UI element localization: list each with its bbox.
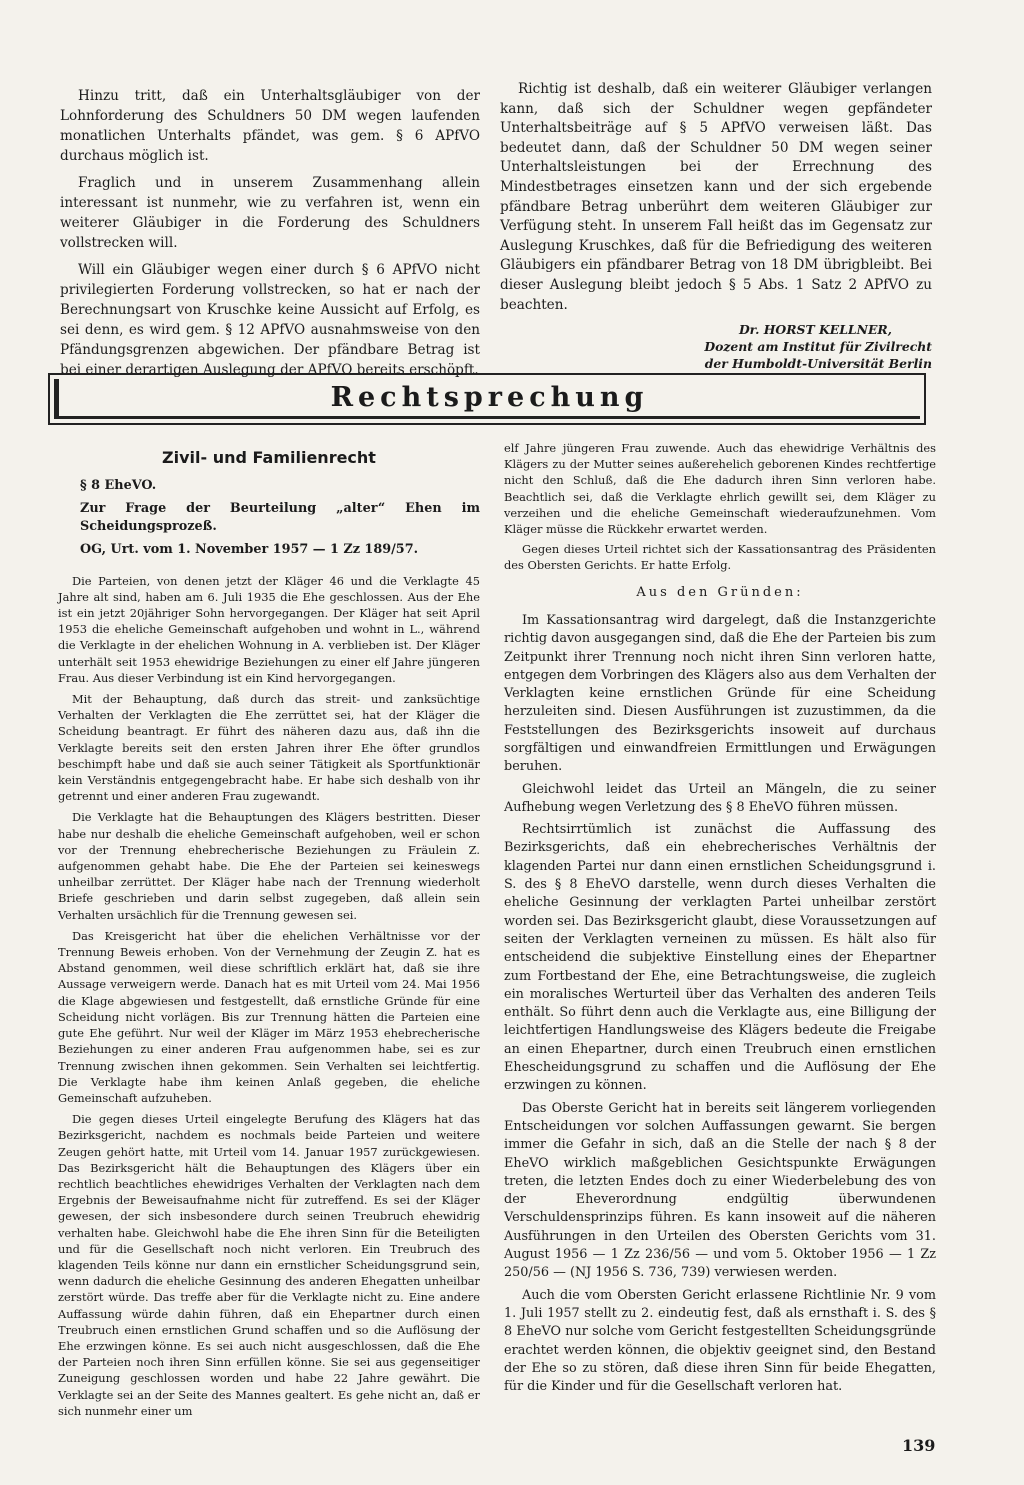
section-banner [48,373,926,425]
top-left-column [60,86,480,387]
author-signature [500,321,932,372]
paragraph: Fraglich und in unserem Zusammenhang allein interessant ist nunmehr, wie zu verfahren ist, wenn ein weiterer Gläubiger in die Forderung des Schuldners vollstrecken will. [60,175,480,251]
grounds-heading: Aus den Gründen: [636,584,804,600]
paragraph: Das Oberste Gericht hat in bereits seit längerem vorliegenden Entscheidungen vor solchen Auffassungen gewarnt. Sie bergen immer die Gefahr in sich, daß an die Stelle der nach § 8 der EheVO wirklich maßgeblichen Gesichtspunkte Erwägungen treten, die letzten Endes doch zu einer Wiederbelebung des von der Eheverordnung endgültig überwundenen Verschuldensprinzips führen. Es kann insoweit auf die näheren Ausführungen in den Urteilen des Obersten Gerichts vom 31. August 1956 — 1 Zz 236/56 — und vom 5. Oktober 1956 — 1 Zz 250/56 — (NJ 1956 S. 736, 739) verwiesen werden. [504,1100,936,1281]
bottom-left-column [58,450,480,1424]
paragraph: Die Verklagte hat die Behauptungen des Klägers bestritten. Dieser habe nur deshalb die eheliche Gemeinschaft aufgehoben, weil er schon vor der Trennung ehebrecherische Beziehungen zu Fräulein Z. aufgenommen gehabt habe. Die Ehe der Parteien sei keineswegs unheilbar zerrüttet. Der Kläger habe nach der Trennung wiederholt Briefe geschrieben und darin selbst zugegeben, daß allein sein Verhalten ursächlich für die Trennung gewesen sei. [58,810,480,922]
author-name: Dr. HORST KELLNER, [738,322,892,338]
top-right-column [500,80,932,372]
bottom-right-column [504,440,936,1400]
paragraph: Hinzu tritt, daß ein Unterhaltsgläubiger von der Lohnforderung des Schuldners 50 DM wegen laufenden monatlichen Unterhalts pfändet, was gem. § 6 APfVO durchaus möglich ist. [60,88,480,164]
page-number: 139 [902,1436,936,1455]
paragraph: Rechtsirrtümlich ist zunächst die Auffassung des Bezirksgerichts, daß ein ehebrecherisches Verhältnis der klagenden Partei nur dann einen ernstlichen Scheidungsgrund i. S. des § 8 EheVO darstelle, wenn durch dieses Verhalten die eheliche Gesinnung der verklagten Partei unheilbar zerstört worden sei. Das Bezirksgericht glaubt, diese Voraussetzungen auf seiten der Verklagten verneinen zu müssen. Es hält also für entscheidend die subjektive Einstellung eines der Ehepartner zum Fortbestand der Ehe, eine Betrachtungsweise, die zugleich ein moralisches Werturteil über das Verhalten des anderen Teils enthält. So führt denn auch die Verklagte aus, eine Billigung der leichtfertigen Handlungsweise des Klägers bedeute die Freigabe an einen Ehepartner, durch einen Treubruch einen ernstlichen Ehescheidungsgrund zu schaffen und die Auflösung der Ehe erzwingen zu können. [504,822,936,1094]
paragraph: Gleichwohl leidet das Urteil an Mängeln, die zu seiner Aufhebung wegen Verletzung des § 8 EheVO führen müssen. [504,781,936,815]
law-reference: § 8 EheVO. [80,478,157,494]
paragraph: Auch die vom Obersten Gericht erlassene Richtlinie Nr. 9 vom 1. Juli 1957 stellt zu 2. eindeutig fest, daß als ernsthaft i. S. des § 8 EheVO nur solche vom Gericht festgestellten Scheidungsgründe erachtet werden können, die objektiv geeignet sind, den Bestand der Ehe so zu stören, daß diese ihren Sinn für beide Ehegatten, für die Kinder und für die Gesellschaft verloren hat. [504,1287,936,1395]
case-title: Zur Frage der Beurteilung „alter“ Ehen im Scheidungsprozeß. [80,501,480,535]
paragraph: Im Kassationsantrag wird dargelegt, daß die Instanzgerichte richtig davon ausgegangen sind, daß die Ehe der Parteien bis zum Zeitpunkt ihrer Trennung noch nicht ihren Sinn verloren hatte, entgegen dem Vorbringen des Klägers also aus dem Verhalten der Verklagten keine ernstlichen Gründe für eine Scheidung herzuleiten sind. Diesen Ausführungen ist zuzustimmen, da die Feststellungen des Bezirksgerichts insoweit auf durchaus sorgfältigen und einwandfreien Ermittlungen und Erwägungen beruhen. [504,612,936,775]
section-banner-frame [54,379,920,419]
paragraph: Richtig ist deshalb, daß ein weiterer Gläubiger verlangen kann, daß sich der Schuldner wegen gepfändeter Unterhaltsbeiträge auf § 5 APfVO verweisen läßt. Das bedeutet dann, daß der Schuldner 50 DM wegen seiner Unterhaltsleistungen bei der Errechnung des Mindestbetrages einsetzen kann und der sich ergebende pfändbare Betrag unberührt dem weiteren Gläubiger zur Verfügung steht. In unserem Fall heißt das im Gegensatz zur Auslegung Kruschkes, daß für die Befriedigung des weiteren Gläubigers ein pfändbarer Betrag von 18 DM übrigbleibt. Bei dieser Auslegung bleibt jedoch § 5 Abs. 1 Satz 2 APfVO zu beachten. [500,81,932,313]
author-affiliation-line: der Humboldt-Universität Berlin [704,356,932,372]
paragraph: Die Parteien, von denen jetzt der Kläger 46 und die Verklagte 45 Jahre alt sind, haben am 6. Juli 1935 die Ehe geschlossen. Aus der Ehe ist ein jetzt 20jähriger Sohn hervorgegangen. Der Kläger hat seit April 1953 die eheliche Gemeinschaft aufgehoben und wohnt in L., während die Verklagte in der ehelichen Wohnung in A. verblieben ist. Der Kläger unterhält seit 1953 ehewidrige Beziehungen zu einer elf Jahre jüngeren Frau. Aus dieser Verbindung ist ein Kind hervorgegangen. [58,573,480,685]
paragraph: Gegen dieses Urteil richtet sich der Kassationsantrag des Präsidenten des Obersten Gerichts. Er hatte Erfolg. [504,542,936,573]
paragraph: Mit der Behauptung, daß durch das streit- und zanksüchtige Verhalten der Verklagten die Ehe zerrüttet sei, hat der Kläger die Scheidung beantragt. Er führt des näheren dazu aus, daß ihn die Verklagte bereits seit den ersten Jahren ihrer Ehe öfter grundlos beschimpft habe und daß sie auch seiner Tätigkeit als Sportfunktionär kein Verständnis entgegengebracht habe. Er habe sich deshalb von ihr getrennt und einer anderen Frau zugewandt. [58,692,480,804]
paragraph: Die gegen dieses Urteil eingelegte Berufung des Klägers hat das Bezirksgericht, nachdem es nochmals beide Parteien und weitere Zeugen gehört hatte, mit Urteil vom 14. Januar 1957 zurückgewiesen. Das Bezirksgericht hält die Behauptungen des Klägers über ein rechtlich beachtliches ehewidriges Verhalten der Verklagten nach dem Ergebnis der Beweisaufnahme nicht für zutreffend. Es sei der Kläger gewesen, der sich insbesondere durch seinen Treubruch ehewidrig verhalten habe. Gleichwohl habe die Ehe ihren Sinn für die Beteiligten und für die Gesellschaft noch nicht verloren. Ein Treubruch des klagenden Teils könne nur dann ein ernstlicher Scheidungsgrund sein, wenn dadurch die eheliche Gesinnung des anderen Ehegatten unheilbar zerstört würde. Das treffe aber für die Verklagte nicht zu. Eine andere Auffassung würde dahin führen, daß ein Ehepartner durch einen Treubruch einen ernstlichen Grund schaffen und so die Auflösung der Ehe erzwingen könne. Es sei auch nicht ausgeschlossen, daß die Ehe der Parteien noch ihren Sinn erfüllen könne. Sie sei aus gegenseitiger Zuneigung geschlossen worden und habe 22 Jahre gewährt. Die Verklagte sei an der Seite des Mannes gealtert. Es gehe nicht an, daß er sich nunmehr einer um [58,1112,480,1418]
court-citation: OG, Urt. vom 1. November 1957 — 1 Zz 189/57. [80,542,419,558]
author-affiliation-line: Dozent am Institut für Zivilrecht [704,339,932,355]
paragraph: Will ein Gläubiger wegen einer durch § 6 APfVO nicht privilegierten Forderung vollstrecken, so hat er nach der Berechnungsart von Kruschke keine Aussicht auf Erfolg, es sei denn, es wird gem. § 12 APfVO ausnahmsweise von den Pfändungsgrenzen abgewichen. Der pfändbare Betrag ist bei einer derartigen Auslegung der APfVO bereits erschöpft. [60,262,480,378]
subsection-title: Zivil- und Familienrecht [162,448,376,467]
paragraph: elf Jahre jüngeren Frau zuwende. Auch das ehewidrige Verhältnis des Klägers zu der Mutter seines außerehelich geborenen Kindes rechtfertige nicht den Schluß, daß die Ehe dadurch ihren Sinn verloren habe. Beachtlich sei, daß die Verklagte ehrlich gewillt sei, dem Kläger zu verzeihen und die eheliche Gemeinschaft wiederaufzunehmen. Vom Kläger müsse die Rückkehr erwartet werden. [504,441,936,537]
section-banner-title: Rechtsprechung [330,382,649,413]
paragraph: Das Kreisgericht hat über die ehelichen Verhältnisse vor der Trennung Beweis erhoben. Von der Vernehmung der Zeugin Z. hat es Abstand genommen, weil diese schriftlich erklärt hat, daß sie ihre Aussage verweigern werde. Danach hat es mit Urteil vom 24. Mai 1956 die Klage abgewiesen und festgestellt, daß ernstliche Gründe für eine Scheidung nicht vorlägen. Bis zur Trennung hätten die Parteien eine gute Ehe geführt. Nur weil der Kläger im März 1953 ehebrecherische Beziehungen zu einer anderen Frau aufgenommen habe, sei es zur Trennung zwischen ihnen gekommen. Sein Verhalten sei leichtfertig. Die Verklagte habe ihm keinen Anlaß gegeben, die eheliche Gemeinschaft aufzuheben. [58,928,480,1105]
